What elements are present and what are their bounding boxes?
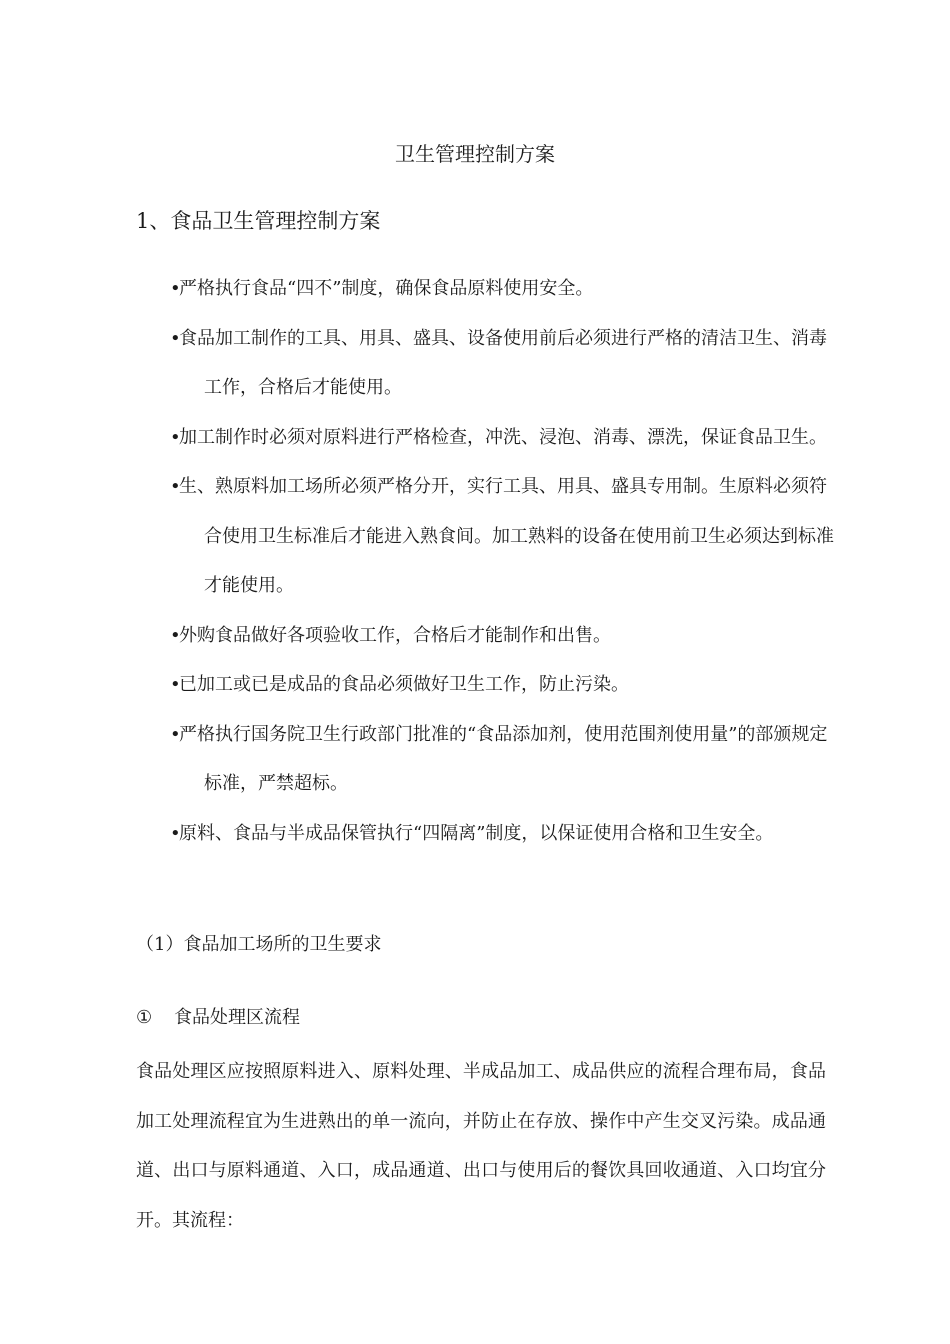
bullet-marker: •: [170, 624, 181, 646]
body-paragraph: 食品处理区应按照原料进入、原料处理、半成品加工、成品供应的流程合理布局，食品加工处理流程宜为生进熟出的单一流向，并防止在存放、操作中产生交叉污染。成品通道、出口与原料通道、入口，成品通道、出口与使用后的餐饮具回收通道、入口均宜分开。其流程：: [136, 1061, 826, 1231]
bullet-marker: •: [170, 278, 181, 299]
bullet-marker: •: [170, 327, 181, 349]
sub-heading: （1）食品加工场所的卫生要求: [136, 934, 382, 955]
bullet-text: 严格执行国务院卫生行政部门批准的“食品添加剂，使用范围剂使用量”的部颁规定标准，严禁超标。: [179, 723, 828, 794]
bullet-item: [170, 809, 835, 859]
bullet-list: [170, 264, 835, 858]
bullet-marker: •: [170, 723, 181, 745]
bullet-text: 原料、食品与半成品保管执行“四隔离”制度，以保证使用合格和卫生安全。: [179, 822, 774, 844]
bullet-item: [170, 710, 835, 809]
bullet-item: [170, 264, 835, 314]
bullet-marker: •: [170, 426, 181, 448]
circled-heading: [136, 1003, 300, 1033]
bullet-text: 加工制作时必须对原料进行严格检查，冲洗、浸泡、消毒、漂洗，保证食品卫生。: [179, 426, 827, 448]
bullet-item: [170, 462, 835, 611]
circled-number: ①: [136, 1007, 153, 1028]
document-title: 卫生管理控制方案: [395, 142, 555, 166]
bullet-item: [170, 611, 835, 661]
bullet-item: [170, 413, 835, 463]
section-heading: 1、食品卫生管理控制方案: [136, 209, 381, 233]
bullet-marker: •: [170, 822, 181, 844]
bullet-item: [170, 314, 835, 413]
bullet-text: 生、熟原料加工场所必须严格分开，实行工具、用具、盛具专用制。生原料必须符合使用卫生标准后才能进入熟食间。加工熟料的设备在使用前卫生必须达到标准才能使用。: [179, 476, 834, 596]
bullet-text: 食品加工制作的工具、用具、盛具、设备使用前后必须进行严格的清洁卫生、消毒工作，合格后才能使用。: [179, 327, 827, 398]
bullet-marker: •: [170, 476, 181, 497]
bullet-item: [170, 660, 835, 710]
bullet-text: 已加工或已是成品的食品必须做好卫生工作，防止污染。: [179, 674, 629, 695]
bullet-marker: •: [170, 674, 181, 695]
bullet-text: 严格执行食品“四不”制度，确保食品原料使用安全。: [179, 278, 594, 299]
bullet-text: 外购食品做好各项验收工作，合格后才能制作和出售。: [179, 624, 611, 646]
circled-heading-text: 食品处理区流程: [174, 1007, 300, 1028]
